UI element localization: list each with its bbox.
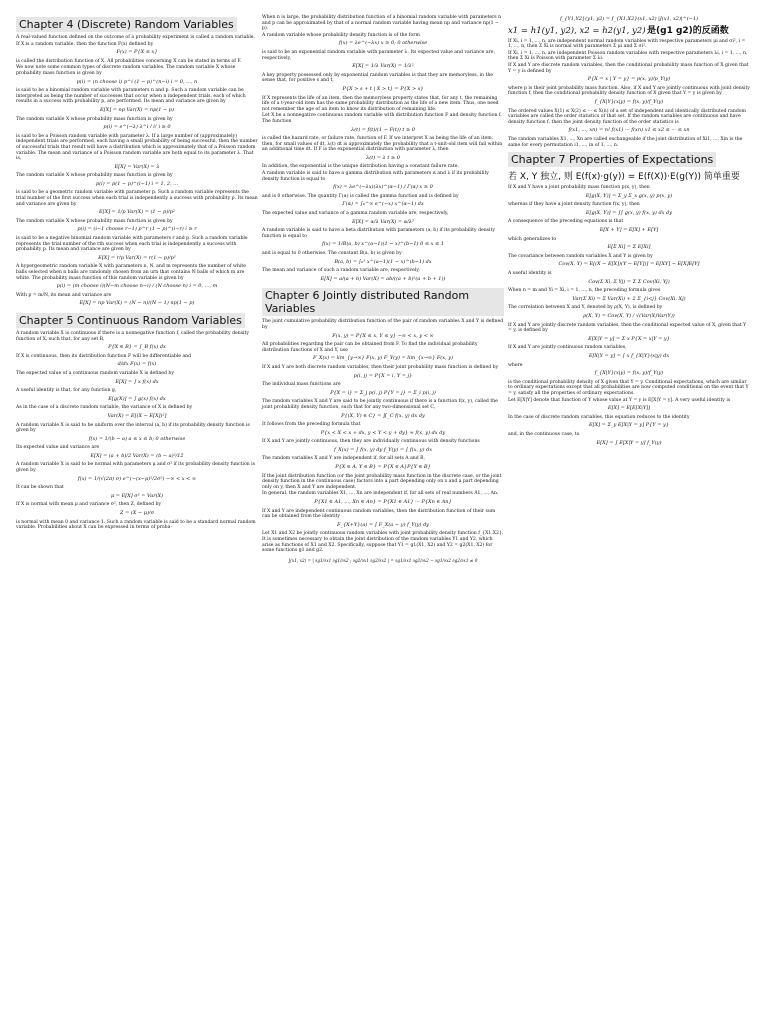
paragraph: The random variables X1, ..., Xn are called exchangeable if the joint distribution of Xi1, ..., Xin is the same for every permutation i1, ..., in of 1, ..., n. (508, 136, 743, 148)
paragraph: If X and Y are discrete random variables, then the conditional probability mass function of X given that Y = y is defined by (508, 62, 749, 74)
paragraph: The covariance between random variables X and Y is given by (508, 253, 653, 259)
paragraph: and is 0 otherwise. The quantity Γ(α) is called the gamma function and is defined by (262, 193, 459, 199)
equation: E[X + Y] = E[X] + E[Y] (599, 227, 659, 234)
equation: f(x) = λe^(−λx)(λx)^(α−1) / Γ(α) x ≥ 0 (333, 184, 433, 191)
paragraph: Let X1 and X2 be jointly continuous random variables with joint probability density function f_{X1,X2}. It is sometimes necessary to obtain the joint distribution of the random variables Y1 and Y2, which arise as functions of X1 and X2. Specifically, suppose that Y1 = g1(X1, X2) and Y2 = g2(X1, X2) for some functions g1 and g2. (262, 531, 504, 554)
equation: f_{X|Y}(x|y) = f(x, y)/f_Y(y) (594, 98, 664, 105)
paragraph: The individual mass functions are (262, 382, 341, 388)
column-middle (262, 14, 504, 566)
paragraph: The random variable X whose probability mass function is given by (16, 173, 173, 179)
equation: F_{X+Y}(a) = ∫ F_X(a − y) f_Y(y) dy (336, 521, 429, 528)
paragraph: If X is a random variable, then the function F(x) defined by (16, 41, 154, 47)
equation: E[Σ Xi] = Σ E[Xi] (607, 244, 651, 251)
paragraph: The mean and variance of such a random variable are, respectively, (262, 268, 420, 274)
paragraph: If X and Y are independent continuous random variables, then the distribution function of their sum can be obtained from the identity (262, 508, 496, 520)
paragraph: A key property possessed only by exponential random variables is that they are memoryless, in the sense that, for positive s and t, (262, 72, 493, 84)
paragraph: A useful identity is that, for any function g, (16, 388, 117, 394)
paragraph: A random variable whose probability density function is of the form (262, 32, 420, 38)
equation: x1 = h1(y1, y2), x2 = h2(y1, y2) (508, 25, 646, 36)
equation: E[X|Y = y] = Σ x P{X = x|Y = y} (588, 335, 670, 342)
equation: p(i) = (n choose i) p^i (1 − p)^(n−i) i = 0, ..., n (76, 78, 198, 85)
equation: E[X|Y = y] = ∫ x f_{X|Y}(x|y) dx (588, 352, 670, 359)
equation: λ(t) = f(t)/(1 − F(t)) t ≥ 0 (351, 126, 415, 133)
equation: P{X > s + t | X > t} = P{X > s} (342, 85, 424, 92)
inverse-function-note: 是(g1 g2)的反函数 (647, 25, 729, 36)
equation: E[X] = ∫ E[X|Y = y] f_Y(y) (596, 439, 662, 446)
column-right (508, 14, 750, 449)
paragraph: where p is their joint probability mass function. Also, if X and Y are jointly continuous with joint density function f, then the conditional probability density function of X given that Y = y is given by (508, 85, 750, 97)
paragraph: The random variable X whose probability mass function is given by (16, 116, 173, 122)
equation: μ = E[X] σ² = Var(X) (110, 492, 164, 499)
equation: P{x < X < x + dx, y < Y < y + dy} ≈ f(x, y) dx dy (320, 429, 446, 436)
equation: p(i, j) = P{X = i, Y = j} (353, 372, 413, 379)
equation: f(x1, ..., xn) = n! f(x1) ··· f(xn) x1 ≤ x2 ≤ ··· ≤ xn (568, 127, 690, 134)
equation: f(x) = 1/(b − a) a ≤ x ≤ b; 0 otherwise (88, 435, 186, 442)
equation: f(x) = 1/(√(2π) σ) e^(−(x−μ)²/2σ²) −∞ < x < ∞ (77, 475, 197, 482)
paragraph: If Xi, i = 1, ..., n, are independent normal random variables with respective parameters μi and σi², i = 1, ..., n, then Σ Xi is normal with parameters Σ μi and Σ σi². (508, 38, 746, 50)
paragraph: A random variable is said to have a gamma distribution with parameters α and λ if its probability density function is equal to (262, 171, 489, 182)
equation: E[X] = np Var(X) = (N − n)/(N − 1) np(1 − p) (79, 300, 195, 307)
equation: B(a, b) = ∫₀¹ x^(a−1)(1 − x)^(b−1) dx (334, 258, 432, 265)
handwritten-inverse-line (508, 26, 750, 36)
paragraph: A random variable is said to have a beta distribution with parameters (a, b) if its probability density function is equal to (262, 228, 495, 239)
paragraph: When n = m and Yi = Xi, i = 1, ..., n, the preceding formula gives (508, 288, 661, 294)
equation: p(i) = e^(−λ) λ^i / i! i ≥ 0 (103, 124, 171, 131)
equation: f_{Y1,Y2}(y1, y2) = f_{X1,X2}(x1, x2) |J(x1, x2)|^(−1) (559, 16, 699, 22)
equation: ρ(X, Y) = Cov(X, Y) / √(Var(X)Var(Y)) (583, 313, 675, 319)
paragraph: A useful identity is (508, 271, 552, 277)
chapter-5-heading: Chapter 5 Continuous Random Variables (16, 313, 245, 328)
paragraph: is said to be a binomial random variable with parameters n and p. Such a random variable can be interpreted as being the number of successes that occur when n independent trials, each of which results in a success with probability p, are performed. Its mean and variance are given by (16, 88, 246, 105)
paragraph: If X and Y are both discrete random variables, then their joint probability mass function is defined by (262, 364, 499, 370)
paragraph: As in the case of a discrete random variable, the variance of X is defined by (16, 405, 193, 411)
equation: Cov(X, Y) = E[(X − E[X])(Y − E[Y])] = E[XY] − E[X]E[Y] (558, 261, 700, 268)
equation: p(i) = p(1 − p)^(i−1) i = 1, 2, ... (95, 180, 179, 187)
equation: F(x, y) = P{X ≤ x, Y ≤ y} −∞ < x, y < ∞ (332, 332, 434, 339)
chapter-6-heading: Chapter 6 Jointly distributed Random Variables (262, 288, 504, 316)
paragraph: It follows from the preceding formula that (262, 422, 361, 428)
paragraph: which generalizes to (508, 236, 557, 242)
paragraph: is said to be a Poisson random variable with parameter λ. If a large number of (approximately) independent trials are performed, each having a small probability of being successful, then the number of successful trials that result will have a distribution which is approximately that of a Poisson random variable. The mean and variance of a Poisson random variable are both equal to its parameter λ. That is, (16, 133, 258, 162)
equation: E[g(X, Y)] = ∫∫ g(x, y) f(x, y) dx dy (585, 209, 673, 216)
paragraph: With p = m/N, its mean and variance are (16, 292, 112, 298)
equation: P{X = i} = Σ_j p(i, j) P{Y = j} = Σ_i p(i, j) (330, 389, 436, 396)
paragraph: and is equal to 0 otherwise. The constant B(a, b) is given by (262, 251, 402, 256)
equation: p(i) = (m choose i)(N−m choose n−i) / (N choose n) i = 0, ..., m (56, 283, 218, 290)
paragraph: If X and Y are jointly continuous, then they are individually continuous with density functions (262, 439, 480, 445)
equation: E[X] = Var(X) = λ (114, 163, 160, 170)
equation: f_X(x) = ∫ f(x, y) dy f_Y(y) = ∫ f(x, y) dx (333, 446, 433, 453)
paragraph: If X and Y are jointly continuous random variables, (508, 345, 627, 351)
paragraph: where (508, 362, 523, 368)
equation: E[X] = E[E[X|Y]] (607, 405, 651, 412)
paragraph: is the conditional probability density of X given that Y = y. Conditional expectations, which are similar to ordinary expectations except that all probabilities are now computed conditional on the event that Y = y, satisfy all the properties of ordinary expectations. (508, 379, 749, 396)
paragraph: A random variable X is continuous if there is a nonnegative function f, called the probability density function of X, such that, for any set B, (16, 330, 249, 342)
paragraph: and, in the continuous case, to (508, 431, 580, 437)
equation: E[X] = r/p Var(X) = r(1 − p)/p² (98, 254, 176, 261)
jacobian-equation: J(x1, x2) = | ∂g1/∂x1 ∂g1/∂x2 ; ∂g2/∂x1 ∂g2/∂x2 | = ∂g1/∂x1 ∂g2/∂x2 − ∂g1/∂x2 ∂g2/∂x1 ≠ 0 (288, 557, 478, 563)
equation: E[X] = Σ_y E[X|Y = y] P{Y = y} (588, 422, 670, 429)
equation: Z = (X − μ)/σ (119, 510, 155, 517)
equation: f_{X|Y}(x|y) = f(x, y)/f_Y(y) (594, 370, 664, 377)
equation: f(x) = 1/B(a, b) x^(a−1)(1 − x)^(b−1) 0 ≤ x ≤ 1 (321, 241, 445, 248)
equation: λ(t) = λ t ≥ 0 (366, 154, 400, 161)
equation: Var(X) = E[(X − E[X])²] (107, 412, 167, 419)
equation: E[X] = ∫ x f(x) dx (115, 378, 159, 385)
chapter-4-heading: Chapter 4 (Discrete) Random Variables (16, 17, 237, 32)
equation: F_X(x) = lim_{y→∞} F(x, y) F_Y(y) = lim_{x→∞} F(x, y) (312, 355, 454, 362)
paragraph: The expected value of a continuous random variable X is defined by (16, 370, 174, 376)
equation: P{X ∈ A, Y ∈ B} = P{X ∈ A}P{Y ∈ B} (335, 464, 431, 471)
paragraph: is said to be a negative binomial random variable with parameters r and p. Such a random variable represents the trial number of the rth success when each trial is independently a success with probability p. Its mean and variance are given by (16, 236, 248, 253)
equation: Cov(Σ Xi, Σ Yj) = Σ Σ Cov(Xi, Yj) (588, 278, 670, 285)
equation: E[g(X, Y)] = Σ_y Σ_x g(x, y) p(x, y) (585, 192, 673, 199)
column-left (16, 14, 258, 532)
paragraph: If X and Y are jointly discrete random variables, then the conditional expected value of X, given that Y = y, is defined by (508, 322, 747, 334)
equation: F(x) = P{X ≤ x} (116, 49, 158, 56)
paragraph: whereas if they have a joint density function f(x, y), then (508, 202, 640, 208)
equation: E[X] = 1/λ Var(X) = 1/λ² (352, 63, 414, 70)
paragraph: The correlation between X and Y, denoted by ρ(X, Y), is defined by (508, 305, 663, 311)
paragraph: The random variables X and Y are said to be jointly continuous if there is a function f(x, y), called the joint probability density function, such that for any two-dimensional set C, (262, 399, 498, 410)
equation: E[X] = α/λ Var(X) = α/λ² (352, 218, 414, 225)
paragraph: is called the distribution function of X. All probabilities concerning X can be stated in terms of F. (16, 58, 242, 64)
paragraph: The random variable X whose probability mass function is given by (16, 218, 173, 224)
paragraph: If X is continuous, then its distribution function F will be differentiable and (16, 353, 192, 359)
equation: E[X] = 1/p Var(X) = (1 − p)/p² (98, 209, 176, 216)
equation: E[X] = (a + b)/2 Var(X) = (b − a)²/12 (90, 452, 184, 459)
paragraph: If the joint distribution function (or the joint probability mass function in the discrete case, or the joint density function in the continuous case) factors into a part depending only on x and a part depending only on y, then X and Y are independent. (262, 473, 502, 490)
paragraph: In addition, the exponential is the unique distribution having a constant failure rate. (262, 164, 459, 170)
paragraph: All probabilities regarding the pair can be obtained from F. To find the individual probability distribution functions of X and Y, use (262, 342, 478, 353)
equation: Var(Σ Xi) = Σ Var(Xi) + 2 Σ_{i<j} Cov(Xi, Xj) (572, 295, 686, 302)
equation: p(i) = (i−1 choose r−1) p^r (1 − p)^(i−r) i ≥ r (77, 226, 197, 233)
paragraph: If X represents the life of an item, then the memoryless property states that, for any t, the remaining life of a t-year-old item has the same probability distribution as the life of a new item. Thus, one need not remember the age of an item to know its distribution of remaining life. (262, 95, 499, 112)
paragraph: If X and Y have a joint probability mass function p(x, y), then (508, 185, 650, 191)
paragraph: A real-valued function defined on the outcome of a probability experiment is called a random variable. (16, 35, 255, 40)
paragraph: A random variable X is said to be normal with parameters μ and σ² if its probability density function is given by (16, 462, 256, 474)
paragraph: The joint cumulative probability distribution function of the pair of random variables X and Y is defined by (262, 319, 504, 330)
paragraph: is called the hazard rate, or failure rate, function of F. If we interpret X as being the life of an item, then, for small values of dt, λ(t) dt is approximately the probability that a t-unit-old item will fail within an additional time dt. If F is the exponential distribution with parameter λ, then (262, 136, 503, 153)
equation: Γ(α) = ∫₀^∞ e^(−x) x^(α−1) dx (342, 201, 424, 208)
equation: E[X] = np Var(X) = np(1 − p) (100, 106, 174, 113)
equation: E[g(X)] = ∫ g(x) f(x) dx (108, 395, 166, 402)
independence-note: 若 X, Y 独立, 则 E(f(x)·g(y)) = E(f(X))·E(g(Y)) 简单重要 (508, 172, 740, 183)
paragraph: If X is normal with mean μ and variance σ², then Z, defined by (16, 502, 162, 508)
paragraph: In the case of discrete random variables, this equation reduces to the identity (508, 414, 690, 420)
paragraph: When n is large, the probability distribution function of a binomial random variable with parameters n and p can be approximated by that of a normal random variable having mean np and variance np(1 − p). (262, 15, 502, 32)
paragraph: A hypergeometric random variable X with parameters n, N, and m represents the number of white balls selected when n balls are randomly chosen from an urn that contains N balls of which m are white. The probability mass function of this random variable is given by (16, 264, 246, 281)
equation: P{X = x | Y = y} = p(x, y)/p_Y(y) (587, 76, 671, 83)
paragraph: In general, the random variables X1, ..., Xn are independent if, for all sets of real numbers A1, ..., An, (262, 491, 499, 497)
paragraph: We now note some common types of discrete random variables. The random variable X whose probability mass function is given by (16, 65, 236, 76)
paragraph: is normal with mean 0 and variance 1. Such a random variable is said to be a standard normal random variable. Probabilities about X can be expressed in terms of proba- (16, 519, 256, 531)
paragraph: If Xi, i = 1, ..., n, are independent Poisson random variables with respective parameters λi, i = 1, ..., n, then Σ Xi is Poisson with parameter Σ λi. (508, 50, 748, 62)
equation: d/dx F(x) = f(x) (117, 361, 157, 368)
equation: P{X ∈ B} = ∫_B f(x) dx (108, 344, 166, 351)
equation: P{X1 ∈ A1, ..., Xn ∈ An} = P{X1 ∈ A1} ··· P{Xn ∈ An} (314, 499, 452, 506)
equation: f(x) = λe^(−λx) x ≥ 0; 0 otherwise (338, 40, 428, 47)
paragraph: Let E[X|Y] denote that function of Y whose value at Y = y is E[X|Y = y]. A very useful identity is (508, 397, 731, 403)
paragraph: It can be shown that (16, 485, 64, 491)
equation: E[X] = a/(a + b) Var(X) = ab/((a + b)²(a + b + 1)) (320, 275, 446, 282)
paragraph: Let X be a nonnegative continuous random variable with distribution function F and density function f. The function (262, 113, 502, 124)
paragraph: A random variable X is said to be uniform over the interval (a, b) if its probability density function is given by (16, 422, 250, 434)
paragraph: is said to be a geometric random variable with parameter p. Such a random variable represents the trial number of the first success when each trial is independently a success with probability p. Its mean and variance are given by (16, 190, 258, 207)
paragraph: The ordered values X(1) ≤ X(2) ≤ ··· ≤ X(n) of a set of independent and identically distributed random variables are called the order statistics of that set. If the random variables are continuous and have density function f, then the joint density function of the order statistics is (508, 108, 746, 125)
paragraph: A consequence of the preceding equations is that (508, 219, 624, 225)
paragraph: The expected value and variance of a gamma random variable are, respectively, (262, 211, 449, 217)
equation: P{(X, Y) ∈ C} = ∬_C f(x, y) dx dy (341, 412, 425, 419)
paragraph: Its expected value and variance are (16, 445, 100, 451)
paragraph: is said to be an exponential random variable with parameter λ. Its expected value and variance are, respectively, (262, 49, 495, 61)
chapter-7-heading: Chapter 7 Properties of Expectations (508, 152, 716, 167)
paragraph: The random variables X and Y are independent if, for all sets A and B, (262, 456, 426, 462)
